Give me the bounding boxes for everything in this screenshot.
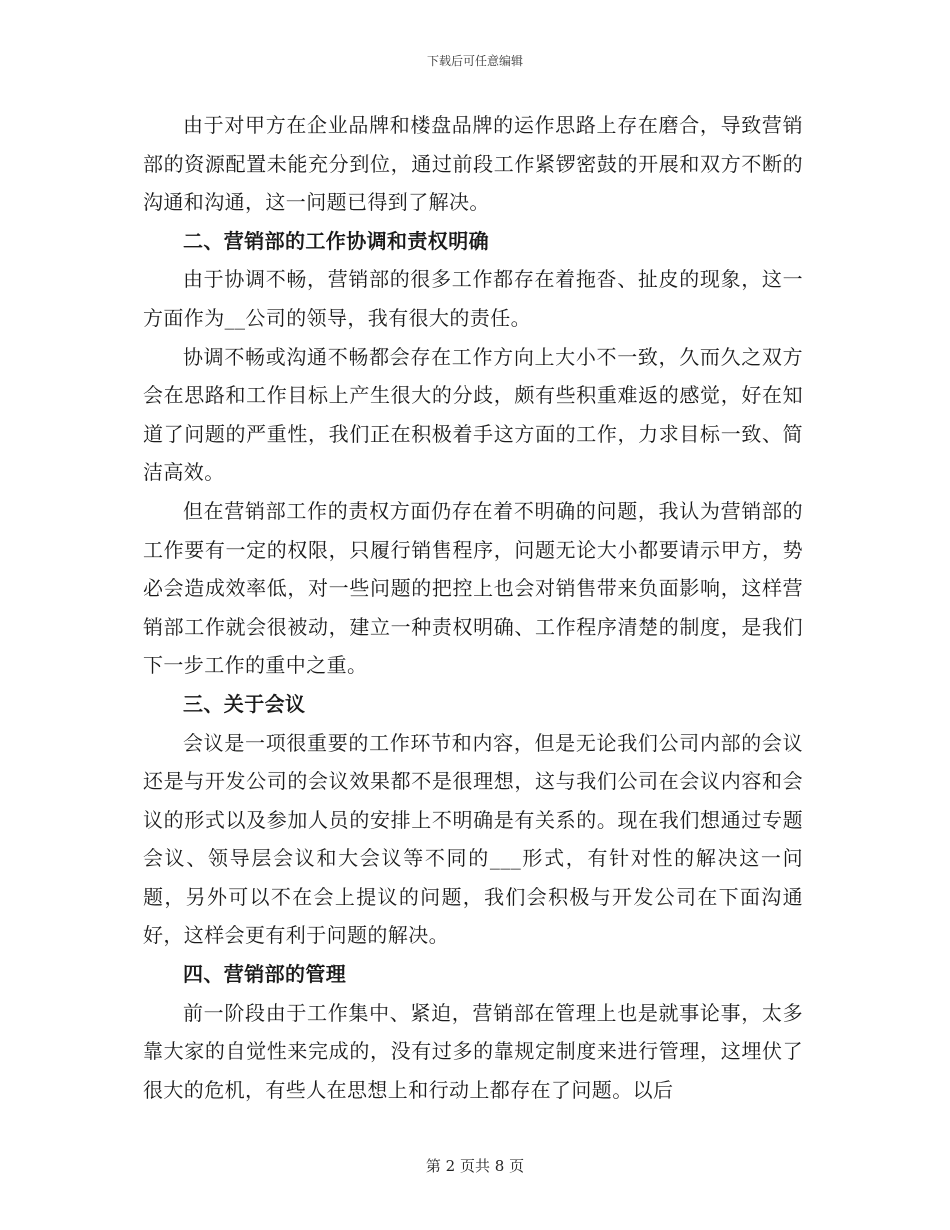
page-header: 下载后可任意编辑 [426,54,523,68]
page-footer: 第 2 页共 8 页 [425,1157,525,1175]
paragraph-3: 协调不畅或沟通不畅都会存在工作方向上大小不一致，久而久之双方会在思路和工作目标上产生很大的分歧，颇有些积重难返的感觉，好在知道了问题的严重性，我们正在积极着手这方面的工作，力求目标一致、简洁高效。 [143,344,803,485]
paragraph-5: 会议是一项很重要的工作环节和内容，但是无论我们公司内部的会议还是与开发公司的会议效果都不是很理想，这与我们公司在会议内容和会议的形式以及参加人员的安排上不明确是有关系的。现在我们想通过专题会议、领导层会议和大会议等不同的___形式，有针对性的解决这一问题，另外可以不在会上提议的问题，我们会积极与开发公司在下面沟通好，这样会更有利于问题的解决。 [143,730,803,948]
paragraph-1: 由于对甲方在企业品牌和楼盘品牌的运作思路上存在磨合，导致营销部的资源配置未能充分到位，通过前段工作紧锣密鼓的开展和双方不断的沟通和沟通，这一问题已得到了解决。 [143,113,803,215]
paragraph-6: 前一阶段由于工作集中、紧迫，营销部在管理上也是就事论事，太多靠大家的自觉性来完成的，没有过多的靠规定制度来进行管理，这埋伏了很大的危机，有些人在思想上和行动上都存在了问题。以后 [143,1000,803,1102]
paragraph-4: 但在营销部工作的责权方面仍存在着不明确的问题，我认为营销部的工作要有一定的权限，只履行销售程序，问题无论大小都要请示甲方，势必会造成效率低，对一些问题的把控上也会对销售带来负面影响，这样营销部工作就会很被动，建立一种责权明确、工作程序清楚的制度，是我们下一步工作的重中之重。 [143,498,803,678]
document-body [143,106,803,1109]
section-heading-3: 三、关于会议 [183,691,306,716]
section-heading-2: 二、营销部的工作协调和责权明确 [183,228,489,253]
paragraph-2: 由于协调不畅，营销部的很多工作都存在着拖沓、扯皮的现象，这一方面作为__公司的领导，我有很大的责任。 [143,267,803,330]
section-heading-4: 四、营销部的管理 [183,962,347,987]
